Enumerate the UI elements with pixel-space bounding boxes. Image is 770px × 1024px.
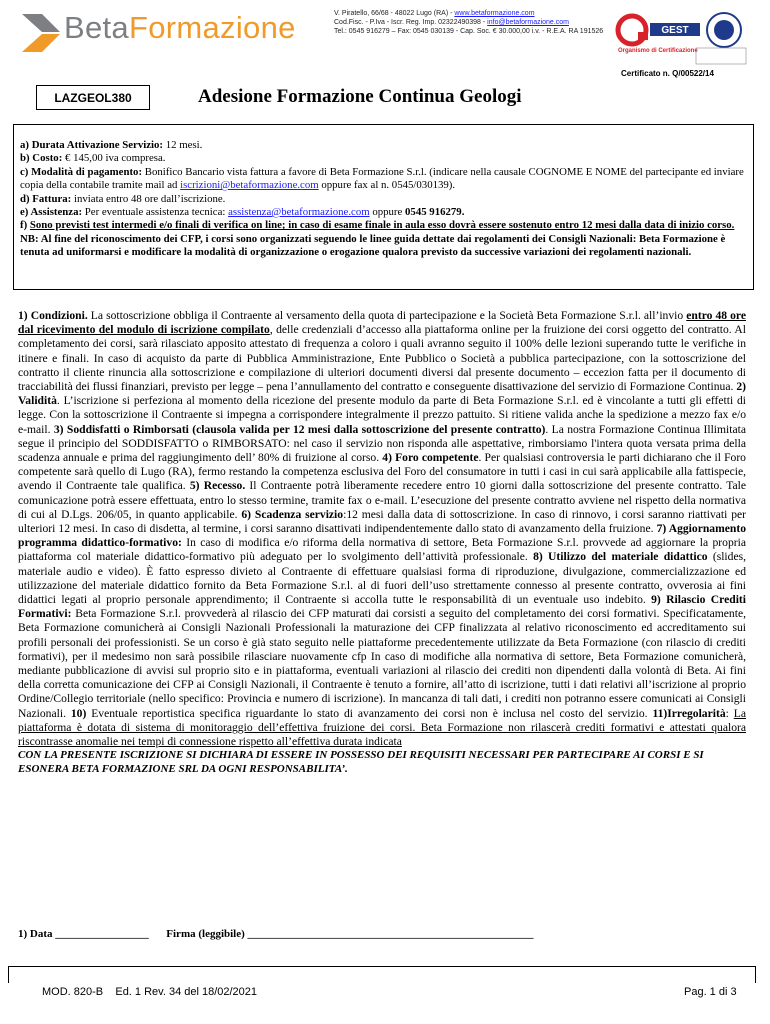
service-info-box	[13, 124, 754, 290]
date-field[interactable]: 1) Data _________________	[18, 928, 149, 940]
certificate-number: Certificato n. Q/00522/14	[621, 69, 714, 78]
section-11-heading: 11)Irregolarità	[652, 706, 726, 720]
section-7-heading: 7) Aggiornamento programma didattico-formativo:	[18, 522, 746, 550]
signature-field[interactable]: Firma (leggibile) ____________________________________________________	[166, 928, 534, 940]
signature-row	[18, 928, 534, 940]
section-4-heading: 4) Foro competente	[382, 451, 479, 465]
info-payment: c) Modalità di pagamento: Bonifico Bancario vista fattura a favore di Beta Formazione S.r.l. (indicare nella causale COGNOME E NOME del partecipante ed inviare copia della contabile tramite mail ad iscrizioni@betaformazione.com oppure fax al n. 0545/030139).	[20, 165, 744, 192]
iscrizioni-email-link[interactable]: iscrizioni@betaformazione.com	[180, 179, 319, 192]
contact-address: V. Piratello, 66/68 - 48022 Lugo (RA) -	[334, 10, 455, 17]
page-title: Adesione Formazione Continua Geologi	[198, 86, 522, 107]
contact-phone-fax: Tel.: 0545 916279 – Fax: 0545 030139 - Cap. Soc. € 30.000,00 i.v. - R.E.A. RA 191526	[334, 28, 604, 35]
certification-seal-icon	[612, 8, 748, 66]
info-invoice: d) Fattura: inviata entro 48 ore dall’iscrizione.	[20, 192, 226, 205]
declaration-text: CON LA PRESENTE ISCRIZIONE SI DICHIARA DI ESSERE IN POSSESSO DEI REQUISITI NECESSARI PER PARTECIPARE AI CORSI E SI ESONERA BETA FORMAZIONE SRL DA OGNI RESPONSABILITA’.	[18, 749, 704, 775]
conditions-paragraph: 1) Condizioni. La sottoscrizione obbliga il Contraente al versamento della quota di partecipazione e la Società Beta Formazione S.r.l. all’invio entro 48 ore dal ricevimento del modulo di iscrizione compilato, delle credenziali d’accesso alla piattaforma online per la fruizione dei corsi oggetto del contratto. Al completamento dei corsi, sarà rilasciato apposito attestato di frequenza a coloro i quali avranno seguito il 100% delle lezioni superando tutte le verifiche in itinere e finali. In caso di acquisto da parte di Pubblica Amministrazione, Ente Pubblico o Società a pubblica partecipazione, con la sottoscrizione del contratto il cliente rinuncia alla sottoscrizione e compilazione di ulteriori documenti diversi dal presente documento – eccezion fatta per il documento di tracciabilità dei flussi finanziari, previsto per legge – pena l’annullamento del contratto e conseguente disattivazione del servizio di Formazione Continua. 2) Validità. L’iscrizione si perfeziona al momento della ricezione del presente modulo da parte di Beta Formazione S.r.l. ed è vincolante a tutti gli effetti di legge. Con la sottoscrizione il Contraente si impegna a corrispondere integralmente il prezzo pattuito. Si ritiene valida anche la spedizione a mezzo fax e/o e-mail. 3) Soddisfatti o Rimborsati (clausola valida per 12 mesi dalla sottoscrizione del presente contratto). La nostra Formazione Continua Illimitata segue il principio del SODDISFATTO o RIMBORSATO: nel caso il servizio non risponda alle aspettative, rimborsiamo l'intera quota versata prima della scadenza annuale e prima del raggiungimento dell’ 80% di fruizione al corso. 4) Foro competente. Per qualsiasi controversia le parti dichiarano che il Foro competente sarà quello di Lugo (RA), fermo restando la competenza esclusiva del Foro del consumatore in tutti i casi in cui sarà applicabile alla fattispecie, avendo il Contraente tale qualifica. 5) Recesso. Il Contraente potrà liberamente recedere entro 10 giorni dalla sottoscrizione del presente contratto. Tale comunicazione potrà essere effettuata, entro lo stesso termine, tramite fax o e-mail. L’esecuzione del presente contratto avviene nel rispetto della normativa di cui al D.Lgs. 206/05, in quanto applicabile. 6) Scadenza servizio:12 mesi dalla data di sottoscrizione. In caso di rinnovo, i corsi saranno riattivati per ulteriori 12 mesi. In caso di disdetta, al termine, i corsi saranno disattivati indipendentemente dallo stato di avanzamento della fruizione. 7) Aggiornamento programma didattico-formativo: In caso di modifica e/o riforma della normativa di settore, Beta Formazione S.r.l. provvede ad aggiornare la propria piattaforma col materiale didattico-formativo più adeguato per lo svolgimento dell’attività professionale. 8) Utilizzo del materiale didattico (slides, materiale audio e video). È fatto espresso divieto al Contraente di effettuare qualsiasi forma di riproduzione, divulgazione, commercializzazione ed utilizzazione del materiale didattico fornito da Beta Formazione S.r.l. al di fuori dell’uso strettamente connesso al presente contratto, ovverosia ai fini didattici legati al proprio personale apprendimento; il Contraente si accolla tutte le responsabilità di un eventuale uso indebito. 9) Rilascio Crediti Formativi: Beta Formazione S.r.l. provvederà al rilascio dei CFP maturati dai corsisti a seguito del completamento dei corsi formativi. Specificatamente, Beta Formazione comunicherà ai Consigli Nazionali Professionali la maturazione dei CFP finalizzata al relativo riconoscimento ed accreditamento sui profili personali dei professionisti. Se un corso è già stato seguito nelle piattaforme precedentemente utilizzate da Beta Formazione (con rilascio di crediti formativi), per il medesimo non sarà possibile rilasciare nuovamente cfp In caso di modifiche alla normativa di settore, Beta Formazione comunicherà, mediante pubblicazione di avvisi sul proprio sito e in piattaforma, eventuali variazioni al rilascio dei crediti non dipendenti dalla volontà di Beta. Ai fini della corretta comunicazione dei CFP ai Consigli Nazionali, il Contraente è tenuto a fornire, all’atto di iscrizione, tutti i dati relativi all’iscrizione al proprio Ordine/Collegio territoriale (nello specifico: Provincia e numero di iscrizione). In mancanza di tali dati, i crediti non potranno essere comunicati ai Consigli Nazionali. 10) Eventuale reportistica specifica riguardante lo stato di avanzamento dei corsi non è inclusa nel costo del servizio. 11)Irregolarità: La piattaforma è dotata di sistema di monitoraggio dell’effettiva fruizione dei corsi. Beta Formazione non rilascerà crediti formativi e attestati qualora riscontrasse anomalie nei tempi di connessione rispetto all’effettiva durata indicata	[18, 309, 747, 749]
footer-module-revision: MOD. 820-B Ed. 1 Rev. 34 del 18/02/2021	[42, 986, 258, 998]
section-2-heading: 2) Validità	[18, 380, 746, 408]
section-5-heading: 5) Recesso.	[189, 479, 246, 493]
logo-formazione-text: Formazione	[128, 10, 296, 45]
info-email-link[interactable]: info@betaformazione.com	[487, 19, 569, 26]
section-1-heading: 1) Condizioni.	[18, 309, 88, 322]
assistenza-email-link[interactable]: assistenza@betaformazione.com	[228, 206, 370, 219]
cert-sub-text: Organismo di Certificazione	[618, 48, 698, 54]
section-10-heading: 10)	[70, 706, 87, 720]
contract-conditions	[18, 309, 746, 776]
contact-fiscal: Cod.Fisc. - P.Iva - Iscr. Reg. Imp. 02322490398 -	[334, 19, 488, 26]
info-assistance: e) Assistenza: Per eventuale assistenza tecnica: assistenza@betaformazione.com oppure 0545 916279.	[20, 206, 465, 219]
info-cost: b) Costo: € 145,00 iva compresa.	[20, 152, 166, 165]
section-9-heading: 9) Rilascio Crediti Formativi:	[18, 593, 746, 621]
website-link[interactable]: www.betaformazione.com	[454, 10, 535, 17]
section-8-heading: 8) Utilizzo del materiale didattico	[533, 550, 708, 564]
company-contact-info	[334, 9, 604, 36]
company-logo	[20, 8, 320, 58]
section-6-heading: 6) Scadenza servizio	[241, 507, 344, 521]
logo-beta-text: Beta	[64, 10, 129, 45]
info-nb: NB: Al fine del riconoscimento dei CFP, i corsi sono organizzati seguendo le linee guida dettate dai regolamenti dei Consigli Nazionali: Beta Formazione è tenuta ad uniformarsi e modificare la modalità di organizzazione o erogazione qualora previsto da successive variazioni dei regolamenti nazionali.	[20, 232, 726, 259]
course-code-box: LAZGEOL380	[36, 85, 150, 110]
info-duration: a) Durata Attivazione Servizio: 12 mesi.	[20, 139, 203, 151]
logo-wordmark	[64, 10, 296, 46]
footer-divider	[8, 966, 756, 983]
cert-org-text: GEST	[661, 25, 689, 36]
info-tests: f) Sono previsti test intermedi e/o finali di verifica on line; in caso di esame finale in aula esso dovrà essere sostenuto entro 12 mesi dalla data di inizio corso.	[20, 219, 735, 232]
certification-logos	[612, 8, 748, 66]
page-number: Pag. 1 di 3	[684, 986, 737, 998]
section-3-heading: 3) Soddisfatti o Rimborsati (clausola valida per 12 mesi dalla sottoscrizione del presente contratto)	[53, 422, 546, 436]
logo-arrow-icon	[20, 10, 62, 56]
